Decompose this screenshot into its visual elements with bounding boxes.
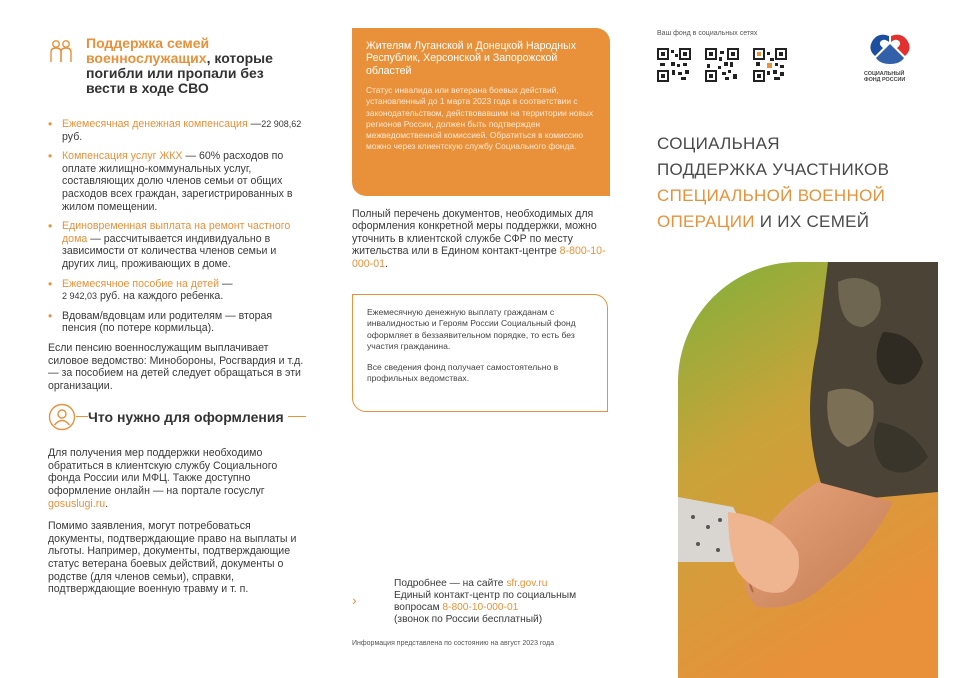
documents-paragraph: Полный перечень документов, необходимых для оформления конкретной меры поддержки, можно уточнить в клиентской службе СФР по месту жительства или в Едином контакт-центре 8-800-10-000-01. [352,208,606,270]
qr-code-icon[interactable] [657,48,691,82]
list-item: • Ежемесячная денежная компенсация —22 908,62 руб. [48,118,306,143]
sfr-logo-icon [867,30,913,70]
qr-code-icon[interactable] [705,48,739,82]
middle-panel [352,28,610,647]
logo-text: СОЦИАЛЬНЫЙ ФОНД РОССИИ [864,71,906,84]
cover-photo-hands [678,262,938,678]
monthly-payment-box [352,294,608,412]
monthly-payment-note: Все сведения фонд получает самостоятельно в профильных ведомствах. [367,361,559,384]
list-item: • Ежемесячное пособие на детей — 2 942,03 руб. на каждого ребенка. [48,278,306,303]
sfr-site-link[interactable]: sfr.gov.ru [506,578,548,589]
how-heading: Что нужно для оформления [88,409,288,425]
cover-panel [640,0,960,678]
left-panel [48,36,306,596]
how-paragraph-2: Помимо заявления, могут потребоваться документы, подтверждающие право на выплаты и льготы. Например, документы, подтверждающие статус ветерана боевых действий, документы о родстве (для членов семьи), справки, подтверждающие военную травму и т. п. [48,520,297,596]
person-icon [48,403,76,431]
benefits-list [48,118,306,335]
page-heading: Поддержка семей военнослужащих, которые погибли или пропали без вести в ходе СВО [86,35,273,96]
monthly-payment-text: Ежемесячную денежную выплату гражданам с инвалидностью и Героям России Социальный фонд оформляет в беззаявительном порядке, то есть без участия гражданина. [367,307,576,352]
phone-link[interactable]: 8-800-10-000-01 [352,245,606,270]
new-regions-text: Статус инвалида или ветерана боевых действий, установленный до 1 марта 2023 года в соответствии с законодательством, действовавшим на территории новых регионов России, должен быть подтвержден межведомственной комиссией. Обратиться в комиссию можно через клиентскую службу Социального фонда. [366,85,594,152]
gosuslugi-link[interactable]: gosuslugi.ru [48,497,106,510]
section-heading-support [48,36,306,96]
list-item: • Компенсация услуг ЖКХ — 60% расходов по оплате жилищно-коммунальных услуг, составляющих долю членов семьи от общих расходов всех граждан, зарегистрированных в жилом помещении. [48,150,306,213]
qr-code-icon[interactable] [753,48,787,82]
brochure-title: СОЦИАЛЬНАЯ ПОДДЕРЖКА УЧАСТНИКОВ СПЕЦИАЛЬНОЙ ВОЕННОЙ ОПЕРАЦИИ И ИХ СЕМЕЙ [657,134,890,231]
list-item: • Единовременная выплата на ремонт частного дома — рассчитывается индивидуально в зависимости от количества членов семьи и других лиц, проживающих в доме. [48,220,306,270]
family-icon [48,38,74,64]
info-date-note: Информация представлена по состоянию на август 2023 года [352,640,555,647]
how-paragraph-1: Для получения мер поддержки необходимо обратиться в клиентскую службу Социального фонда России или МФЦ. Также доступно оформление онлайн — на портале госуслуг gosuslugi.ru. [48,447,278,510]
pension-note: Если пенсию военнослужащим выплачивает силовое ведомство: Минобороны, Росгвардия и т.д. — за пособием на детей следует обращаться в эти организации. [48,341,304,392]
new-regions-box [352,28,610,196]
hands-illustration [678,262,938,678]
list-item: • Вдовам/вдовцам или родителям — вторая пенсия (по потере кормильца). [48,310,306,335]
contact-phone-link[interactable]: 8-800-10-000-01 [442,602,519,613]
more-info-text: Подробнее — на сайте sfr.gov.ru Единый контакт-центр по социальным вопросам 8-800-10-000-01 (звонок по России бесплатный) [394,578,577,625]
new-regions-title: Жителям Луганской и Донецкой Народных Республик, Херсонской и Запорожской областей [366,40,577,77]
social-label: Ваш фонд в социальных сетях [657,30,758,37]
chevron-right-icon: › [352,592,357,608]
section-heading-how [48,403,306,431]
more-info-block [352,578,610,626]
